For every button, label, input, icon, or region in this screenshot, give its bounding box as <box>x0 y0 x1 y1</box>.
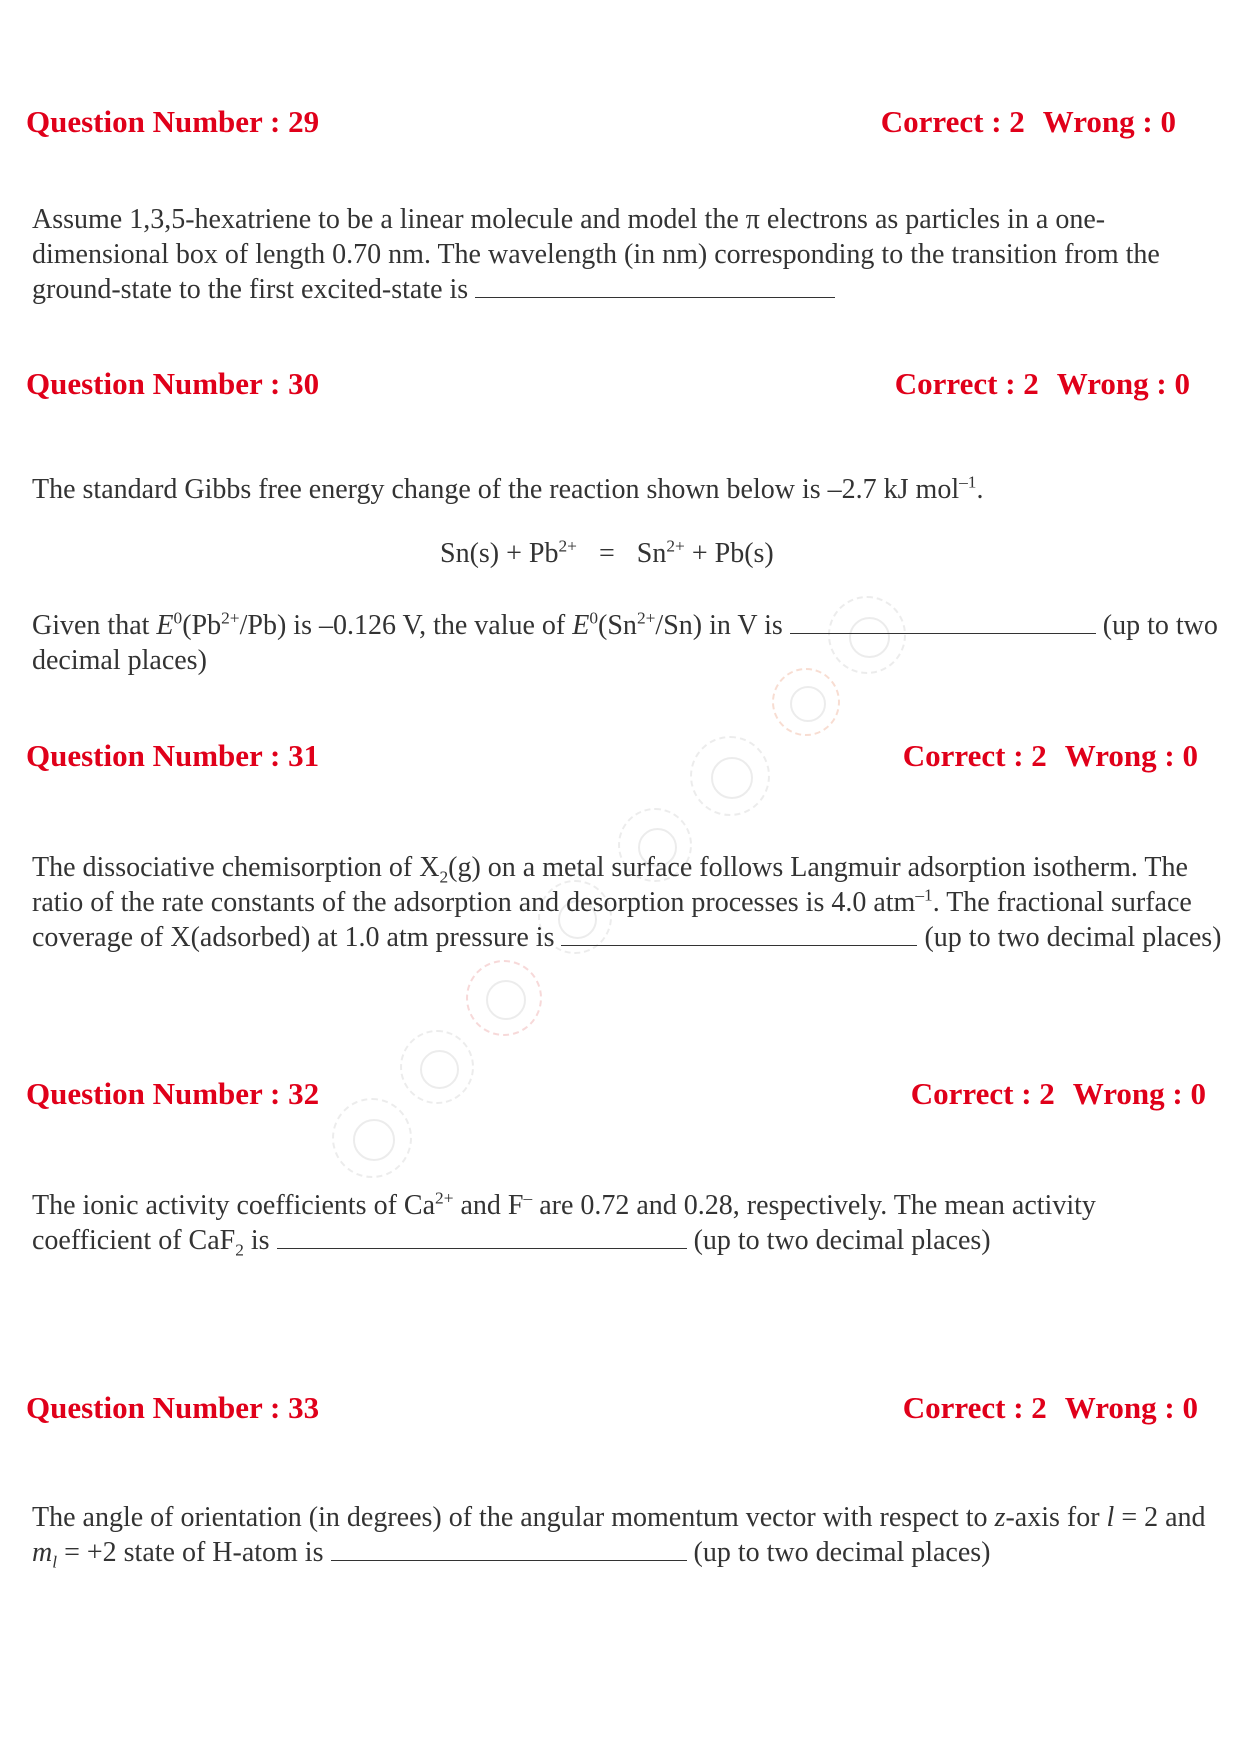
correct-marks: Correct : 2 <box>910 1076 1055 1111</box>
question-text: The angle of orientation (in degrees) of the angular momentum vector with respect to z-axis for l = 2 and $m_l = +2$ state of H-atom is (up to two decimal places) <box>32 1502 1206 1572</box>
correct-marks: Correct : 2 <box>902 1390 1047 1425</box>
answer-blank <box>331 1536 687 1561</box>
wrong-marks: Wrong : 0 <box>1042 104 1176 139</box>
wrong-marks: Wrong : 0 <box>1064 1390 1198 1425</box>
wrong-marks: Wrong : 0 <box>1064 738 1198 773</box>
question-number: Question Number : 33 <box>26 1390 320 1425</box>
wrong-marks: Wrong : 0 <box>1056 366 1190 401</box>
watermark-stamp <box>332 1098 412 1178</box>
question-number: Question Number : 32 <box>26 1076 320 1111</box>
watermark-stamp <box>690 736 770 816</box>
watermark-stamp <box>466 960 542 1036</box>
watermark-stamp <box>400 1030 474 1104</box>
watermark-stamp <box>772 668 840 736</box>
question-text: The dissociative chemisorption of $X_2(g)$ on a metal surface follows Langmuir adsorption isotherm. The ratio of the rate constants of the adsorption and desorption processes is 4.0 atm$^{-1}$. The fractional surface coverage of X(adsorbed) at 1.0 atm pressure is (up to two decimal places) <box>32 852 1222 953</box>
question-number: Question Number : 29 <box>26 104 320 139</box>
marks-info <box>903 738 1198 774</box>
correct-marks: Correct : 2 <box>880 104 1025 139</box>
correct-marks: Correct : 2 <box>902 738 1047 773</box>
marks-info <box>911 1076 1206 1112</box>
question-text: Assume 1,3,5-hexatriene to be a linear molecule and model the π electrons as particles in a one-dimensional box of length 0.70 nm. The wavelength (in nm) corresponding to the transition from the ground-state to the first excited-state is <box>32 204 1160 305</box>
answer-blank <box>561 921 917 946</box>
question-text: The standard Gibbs free energy change of the reaction shown below is –2.7 kJ mol$^{-1}$. <box>32 472 984 505</box>
marks-info <box>903 1390 1198 1426</box>
question-number: Question Number : 31 <box>26 738 320 773</box>
question-number: Question Number : 30 <box>26 366 320 401</box>
wrong-marks: Wrong : 0 <box>1072 1076 1206 1111</box>
question-text: Given that $E^0(Pb^{2+}/Pb)$ is –0.126 V, the value of $E^0(Sn^{2+}/Sn)$ in V is (up to two decimal places) <box>32 608 1218 676</box>
marks-info <box>895 366 1190 402</box>
reaction-equation: $Sn(s) + Pb^{2+} = Sn^{2+} + Pb(s)$ <box>440 536 774 569</box>
answer-blank <box>277 1224 687 1249</box>
answer-blank <box>790 609 1096 634</box>
question-text: The ionic activity coefficients of $Ca^{2+}$ and F– are 0.72 and 0.28, respectively. The mean activity coefficient of CaF$_2$ is (up to two decimal places) <box>32 1188 1096 1260</box>
marks-info <box>881 104 1176 140</box>
correct-marks: Correct : 2 <box>894 366 1039 401</box>
answer-blank <box>475 273 835 298</box>
